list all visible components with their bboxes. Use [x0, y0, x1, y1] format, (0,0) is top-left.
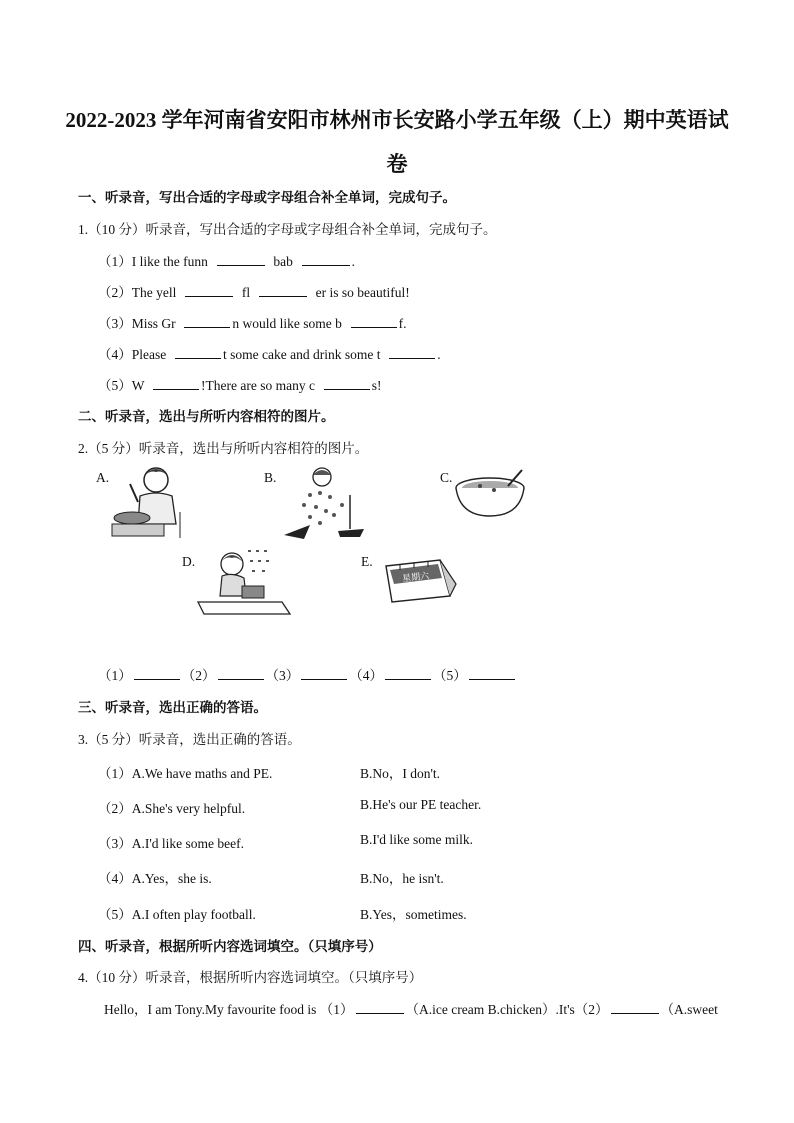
blank[interactable] — [153, 377, 199, 390]
blank[interactable] — [385, 667, 431, 680]
q3-item-2-b[interactable]: B.He's our PE teacher. — [360, 797, 482, 812]
blank[interactable] — [302, 253, 350, 266]
question-4: 4.（10 分）听录音，根据所听内容选词填空。（只填序号） — [78, 970, 423, 985]
q3-item-4-b[interactable]: B.No，he isn't. — [360, 871, 444, 886]
q3-item-3-b[interactable]: B.I'd like some milk. — [360, 832, 474, 847]
blank[interactable] — [218, 667, 264, 680]
section-1-heading: 一、听录音，写出合适的字母或字母组合补全单词，完成句子。 — [78, 190, 456, 205]
q4-paragraph: Hello，I am Tony.My favourite food is （1） （A.ice cream B.chicken）.It's（2） （A.sweet — [104, 1002, 718, 1017]
blank[interactable] — [185, 284, 233, 297]
calendar-picture — [380, 556, 460, 606]
blank[interactable] — [175, 346, 221, 359]
blank[interactable] — [469, 667, 515, 680]
section-3-heading: 三、听录音，选出正确的答语。 — [78, 700, 267, 715]
page-title — [60, 98, 734, 186]
q3-item-5-a[interactable]: （5）A.I often play football. — [98, 907, 256, 922]
soup-bowl-picture — [452, 466, 536, 522]
q3-item-1-a[interactable]: （1）A.We have maths and PE. — [98, 766, 273, 781]
q3-item-2-a[interactable]: （2）A.She's very helpful. — [98, 801, 246, 816]
reading-girl-picture — [196, 546, 292, 618]
blank[interactable] — [134, 667, 180, 680]
pic-label-c: C. — [440, 470, 453, 485]
q3-item-3-a[interactable]: （3）A.I'd like some beef. — [98, 836, 245, 851]
section-2-heading: 二、听录音，选出与所听内容相符的图片。 — [78, 409, 335, 424]
blank[interactable] — [184, 315, 230, 328]
blank[interactable] — [301, 667, 347, 680]
q2-answer-row: （1） （2） （3） （4） （5） — [98, 664, 517, 684]
blank[interactable] — [217, 253, 265, 266]
title-line-2: 卷 — [386, 152, 408, 176]
blank[interactable] — [324, 377, 370, 390]
blank[interactable] — [611, 1001, 659, 1014]
title-line-1: 2022-2023 学年河南省安阳市林州市长安路小学五年级（上）期中英语试 — [65, 108, 729, 132]
sweeping-picture — [280, 465, 366, 545]
pic-label-d: D. — [182, 554, 196, 569]
q1-item-2: （2）The yell fl er is so beautiful! — [98, 285, 410, 300]
blank[interactable] — [356, 1001, 404, 1014]
q3-item-4-a[interactable]: （4）A.Yes，she is. — [98, 871, 212, 886]
calendar-label: 星期六 — [401, 571, 430, 585]
q3-item-1-b[interactable]: B.No，I don't. — [360, 766, 441, 781]
q3-item-5-b[interactable]: B.Yes，sometimes. — [360, 907, 467, 922]
blank[interactable] — [351, 315, 397, 328]
pic-label-e: E. — [361, 554, 373, 569]
pic-label-a: A. — [96, 470, 110, 485]
blank[interactable] — [259, 284, 307, 297]
question-3: 3.（5 分）听录音，选出正确的答语。 — [78, 732, 301, 747]
q1-item-3: （3）Miss Gr n would like some b f. — [98, 316, 407, 331]
pic-label-b: B. — [264, 470, 277, 485]
q1-item-5: （5）W !There are so many c s! — [98, 378, 382, 393]
blank[interactable] — [389, 346, 435, 359]
question-2: 2.（5 分）听录音，选出与所听内容相符的图片。 — [78, 441, 369, 456]
question-1: 1.（10 分）听录音，写出合适的字母或字母组合补全单词，完成句子。 — [78, 222, 497, 237]
q1-item-4: （4）Please t some cake and drink some t . — [98, 347, 441, 362]
cooking-boy-picture — [110, 462, 190, 540]
section-4-heading: 四、听录音，根据所听内容选词填空。（只填序号） — [78, 939, 382, 954]
q1-item-1: （1）I like the funn bab . — [98, 254, 355, 269]
